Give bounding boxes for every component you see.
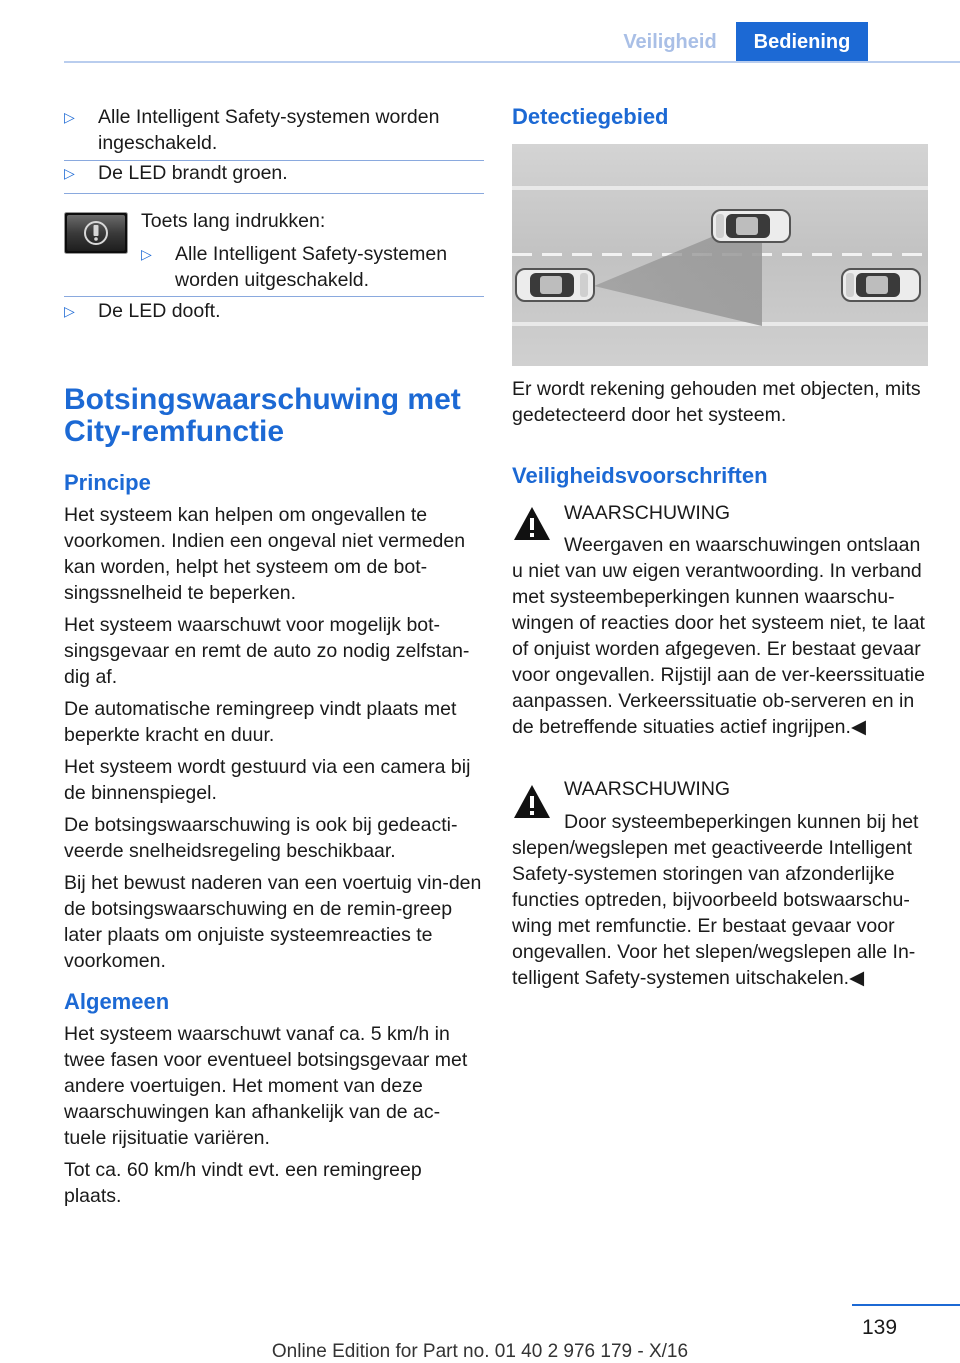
triangle-bullet-icon: ▷	[64, 165, 75, 181]
triangle-bullet-icon: ▷	[64, 109, 75, 125]
footer-rule	[852, 1304, 960, 1306]
principe-heading: Principe	[64, 470, 151, 495]
warning-label: WAARSCHUWING	[564, 502, 731, 524]
algemeen-text: Het systeem waarschuwt vanaf ca. 5 km/h in twee fasen voor eventueel botsingsgevaar met andere voertuigen. Het moment van deze waarschuwingen kan afhankelijk van de ac-tuele rijsituatie variëren. Tot ca. 60 km/h vindt evt. een remingreep plaats.	[64, 1023, 468, 1207]
bullet-item: ▷ Alle Intelligent Safety-systemen worden ingeschakeld.	[64, 106, 440, 154]
car-icon	[516, 269, 594, 301]
warning-triangle-icon	[512, 782, 552, 822]
safety-button-icon	[64, 212, 128, 254]
bullet-item: ▷ Alle Intelligent Safety-systemen worden uitgeschakeld.	[141, 243, 448, 291]
bullet-item: ▷ De LED dooft.	[64, 300, 221, 322]
car-icon	[712, 210, 790, 242]
edition-footer: Online Edition for Part no. 01 40 2 976 179 - X/16	[271, 1341, 689, 1362]
tab-bediening[interactable]: Bediening	[736, 22, 868, 62]
warning-label: WAARSCHUWING	[564, 778, 731, 800]
triangle-bullet-icon: ▷	[141, 246, 152, 262]
header-rule	[64, 61, 960, 63]
detection-caption: Er wordt rekening gehouden met objecten, mits gedetecteerd door het systeem.	[512, 378, 921, 426]
triangle-bullet-icon: ▷	[64, 303, 75, 319]
button-intro: Toets lang indrukken:	[141, 210, 326, 232]
separator	[64, 296, 484, 297]
warning-text-first: Weergaven en waarschuwingen ontslaan	[564, 534, 921, 556]
tab-veiligheid[interactable]: Veiligheid	[623, 31, 717, 53]
warning-triangle-icon	[512, 504, 552, 544]
algemeen-heading: Algemeen	[64, 989, 170, 1014]
warning-text-first: Door systeembeperkingen kunnen bij het	[564, 811, 919, 833]
safety-button-image	[64, 212, 128, 254]
bullet-item: ▷ De LED brandt groen.	[64, 162, 288, 184]
principe-text: Het systeem kan helpen om ongevallen te voorkomen. Indien een ongeval niet vermeden kan worden, helpt het systeem om de bot-singssnelheid te beperken. Het systeem waarschuwt voor mogelijk bot-singsgevaar en remt de auto zo nodig zelfstan-dig af. De automatische remingreep vindt plaats met beperkte kracht en duur. Het systeem wordt gestuurd via een camera bij de binnenspiegel. De botsingswaarschuwing is ook bij gedeacti-veerde snelheidsregeling beschikbaar. Bij het bewust naderen van een voertuig vin-den de botsingswaarschuwing en de remin-greep later plaats om onjuiste systeemreacties te voorkomen.	[64, 504, 482, 972]
page-number: 139	[862, 1316, 898, 1339]
warning-text: slepen/wegslepen met geactiveerde Intelligent Safety-systemen storingen van afzonderlijke functies optreden, bijvoorbeeld botswaarschu-wing met remfunctie. Er bestaat gevaar voor ongevallen. Voor het slepen/wegslepen alle In-telligent Safety-systemen uitschakelen.◀	[512, 837, 916, 989]
separator	[64, 193, 484, 194]
warning-text: u niet van uw eigen verantwoording. In verband met systeembeperkingen kunnen waarschu-wingen of reacties door het systeem niet, te laat of onjuist worden afgegeven. Er bestaat gevaar voor ongevallen. Rijstijl aan de ver-keerssituatie aanpassen. Verkeerssituatie ob-serveren en in de betreffende situaties actief ingrijpen.◀	[512, 560, 925, 738]
car-icon	[842, 269, 920, 301]
section-title: Botsingswaarschuwing met City-remfunctie	[64, 383, 461, 448]
detection-area-illustration	[512, 144, 928, 366]
safety-heading: Veiligheidsvoorschriften	[512, 463, 768, 488]
chapter-tabs	[604, 22, 868, 62]
detection-heading: Detectiegebied	[512, 104, 669, 129]
